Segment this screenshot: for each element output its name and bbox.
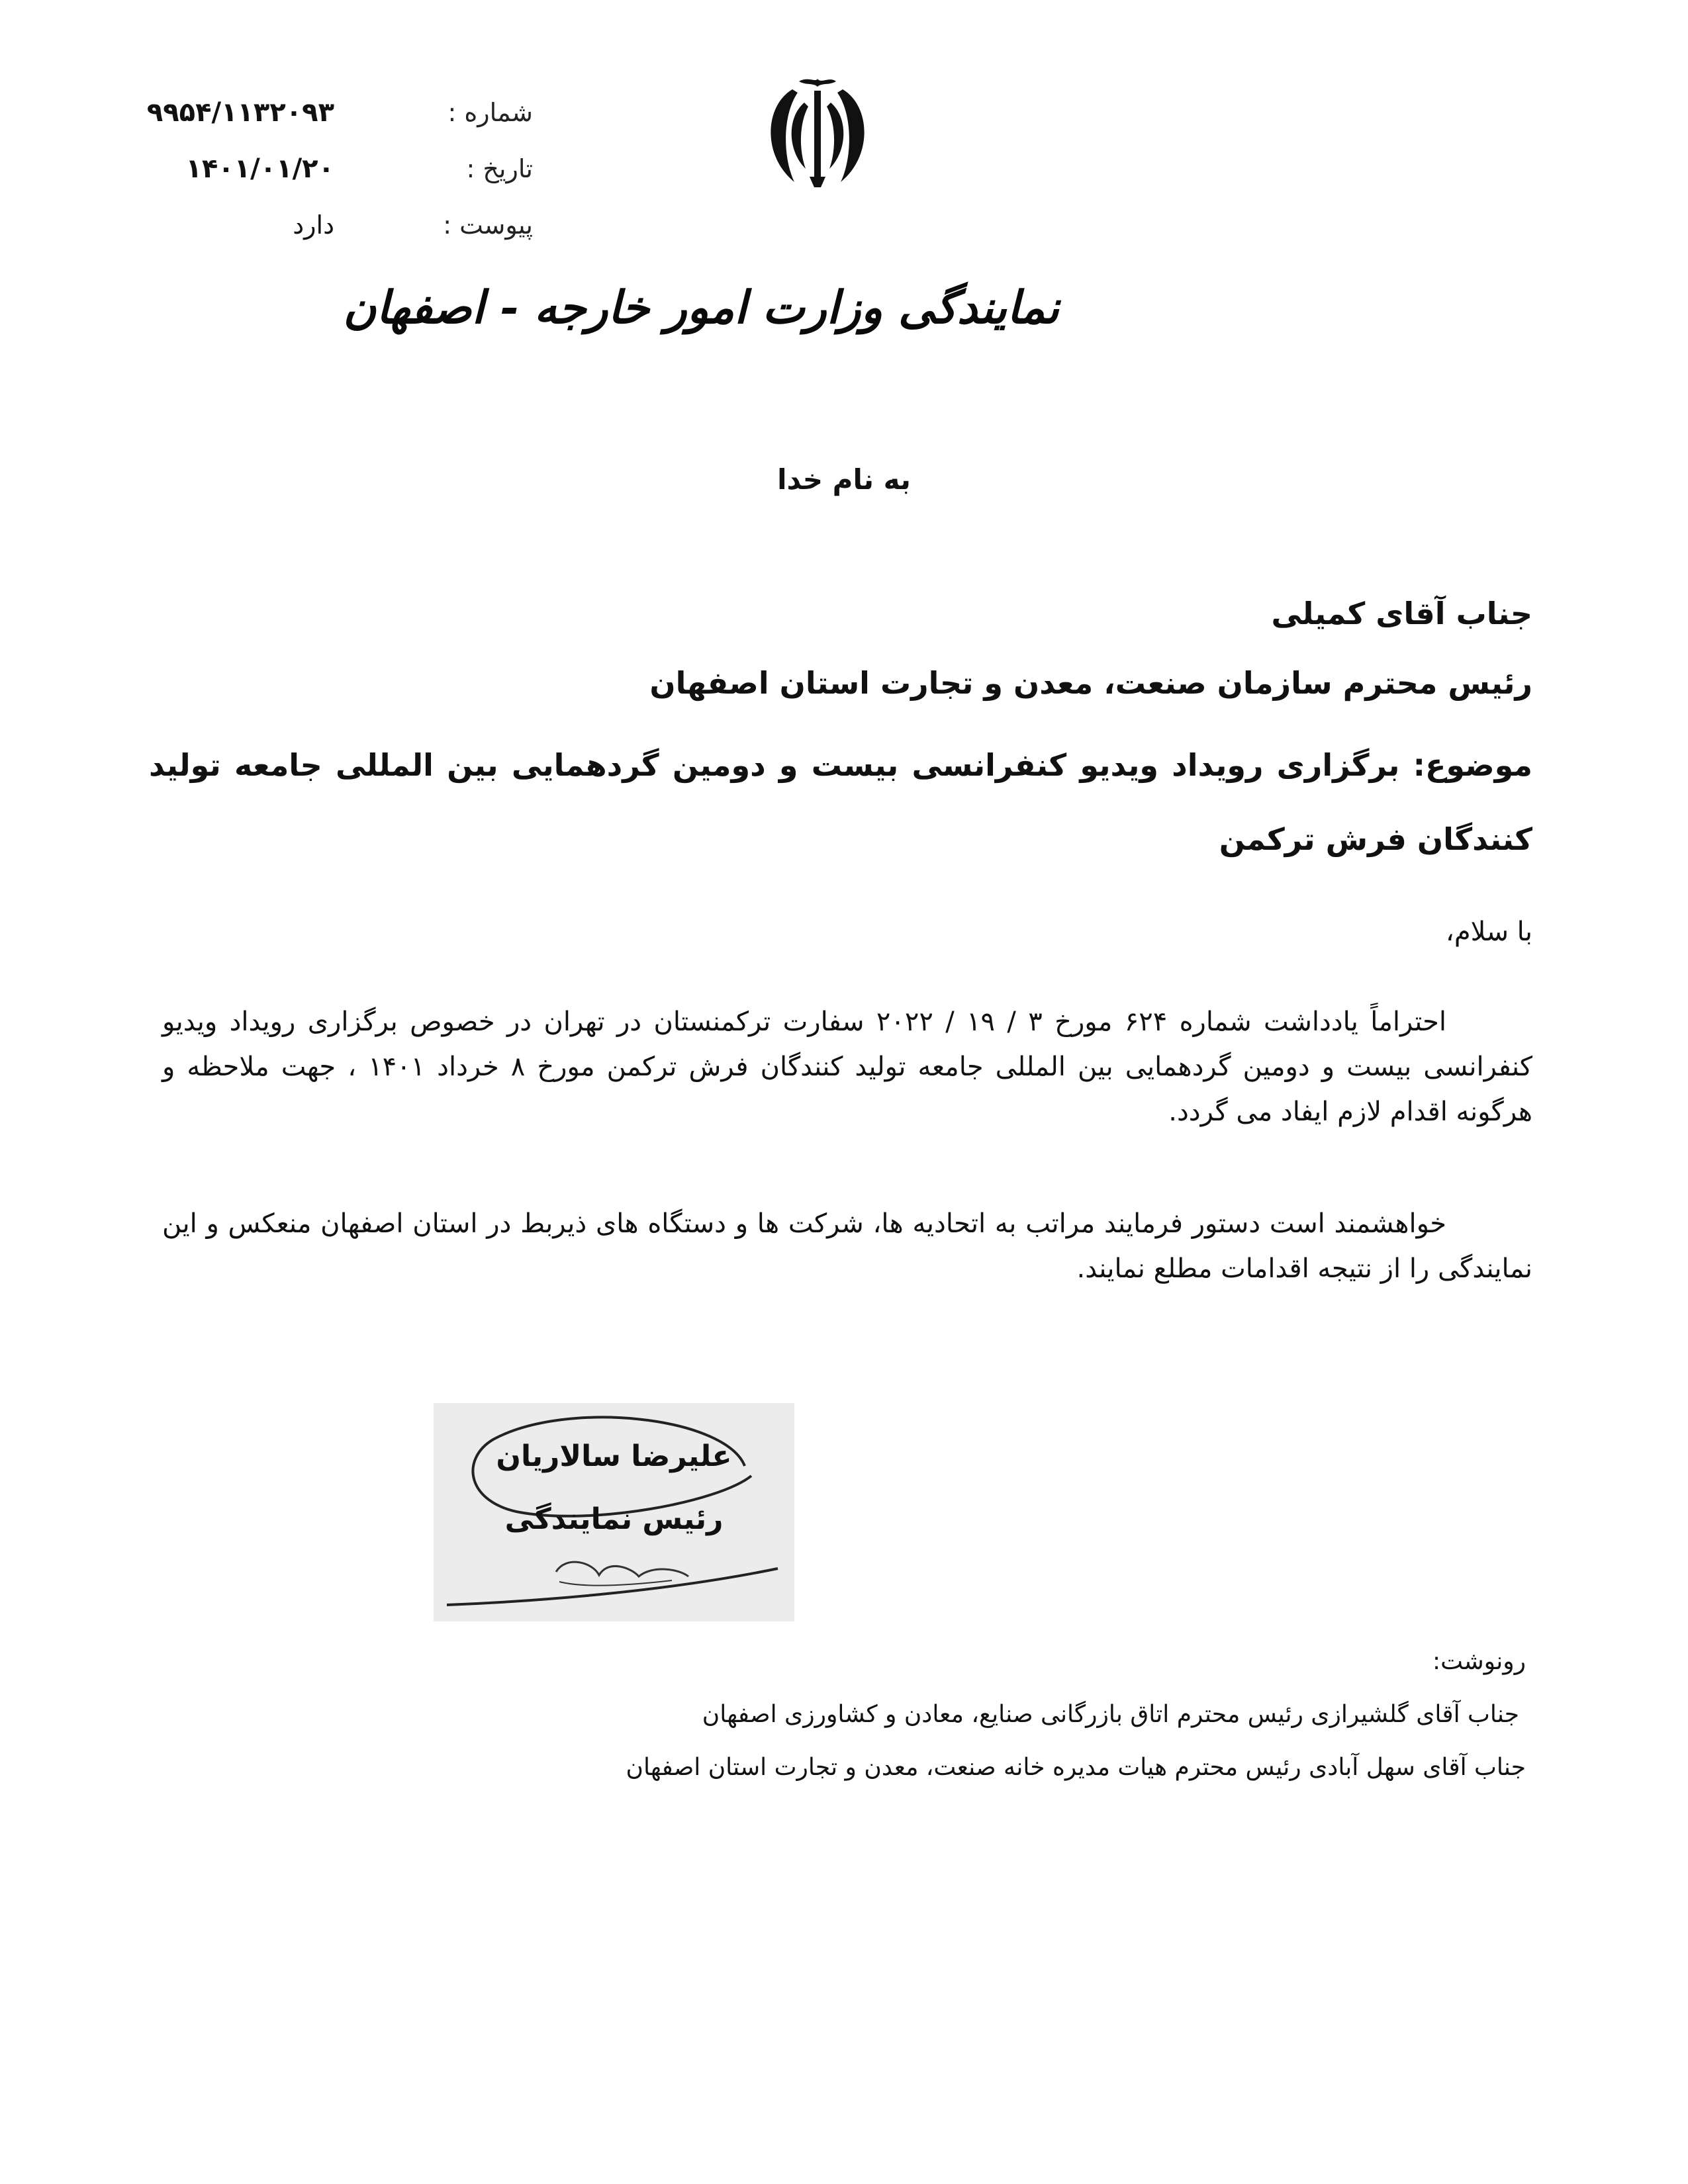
attachment-row — [126, 205, 533, 245]
number-value: ۹۹۵۴/۱۱۳۲۰۹۳ — [146, 97, 334, 128]
signature-block — [434, 1403, 794, 1621]
cc-item: جناب آقای سهل آبادی رئیس محترم هیات مدیره خانه صنعت، معدن و تجارت استان اصفهان — [626, 1754, 1526, 1781]
attachment-value: دارد — [293, 210, 334, 240]
letter-paragraph-1: احتراماً یادداشت شماره ۶۲۴ مورخ ۳ / ۱۹ / ۲۰۲۲ سفارت ترکمنستان در تهران در خصوص برگزاری رویداد ویدیو کنفرانسی بیست و دومین گردهمایی بین المللی جامعه تولید کنندگان فرش ترکمن مورخ ۸ خرداد ۱۴۰۱ ، جهت ملاحظه و هرگونه اقدام لازم ایفاد می گردد. — [162, 1007, 1532, 1127]
number-row — [126, 93, 533, 132]
bismillah-heading: به نام خدا — [777, 463, 911, 496]
recipient-name: جناب آقای کمیلی — [1271, 596, 1532, 631]
iran-emblem-icon — [758, 76, 877, 192]
cc-label: رونوشت: — [1432, 1648, 1526, 1675]
date-value: ۱۴۰۱/۰۱/۲۰ — [185, 154, 334, 184]
attachment-label: پیوست : — [443, 210, 533, 240]
signatory-title: رئیس نمایندگی — [504, 1502, 724, 1536]
date-label: تاریخ : — [466, 154, 533, 183]
recipient-title: رئیس محترم سازمان صنعت، معدن و تجارت استان اصفهان — [649, 665, 1532, 701]
number-label: شماره : — [447, 98, 533, 127]
letter-paragraph-2: خواهشمند است دستور فرمایند مراتب به اتحادیه ها، شرکت ها و دستگاه های ذیربط در استان اصفهان منعکس و این نمایندگی را از نتیجه اقدامات مطلع نمایند. — [162, 1208, 1532, 1284]
letter-subject: موضوع: برگزاری رویداد ویدیو کنفرانسی بیست و دومین گردهمایی بین المللی جامعه تولید کنندگان فرش ترکمن — [149, 747, 1532, 857]
signatory-name: علیرضا سالاریان — [496, 1439, 732, 1473]
letter-greeting: با سلام، — [1445, 917, 1532, 947]
date-row — [126, 149, 533, 189]
ministry-heading: نمایندگی وزارت امور خارجه - اصفهان — [343, 281, 1059, 334]
cc-item: جناب آقای گلشیرازی رئیس محترم اتاق بازرگانی صنایع، معادن و کشاورزی اصفهان — [702, 1701, 1519, 1728]
